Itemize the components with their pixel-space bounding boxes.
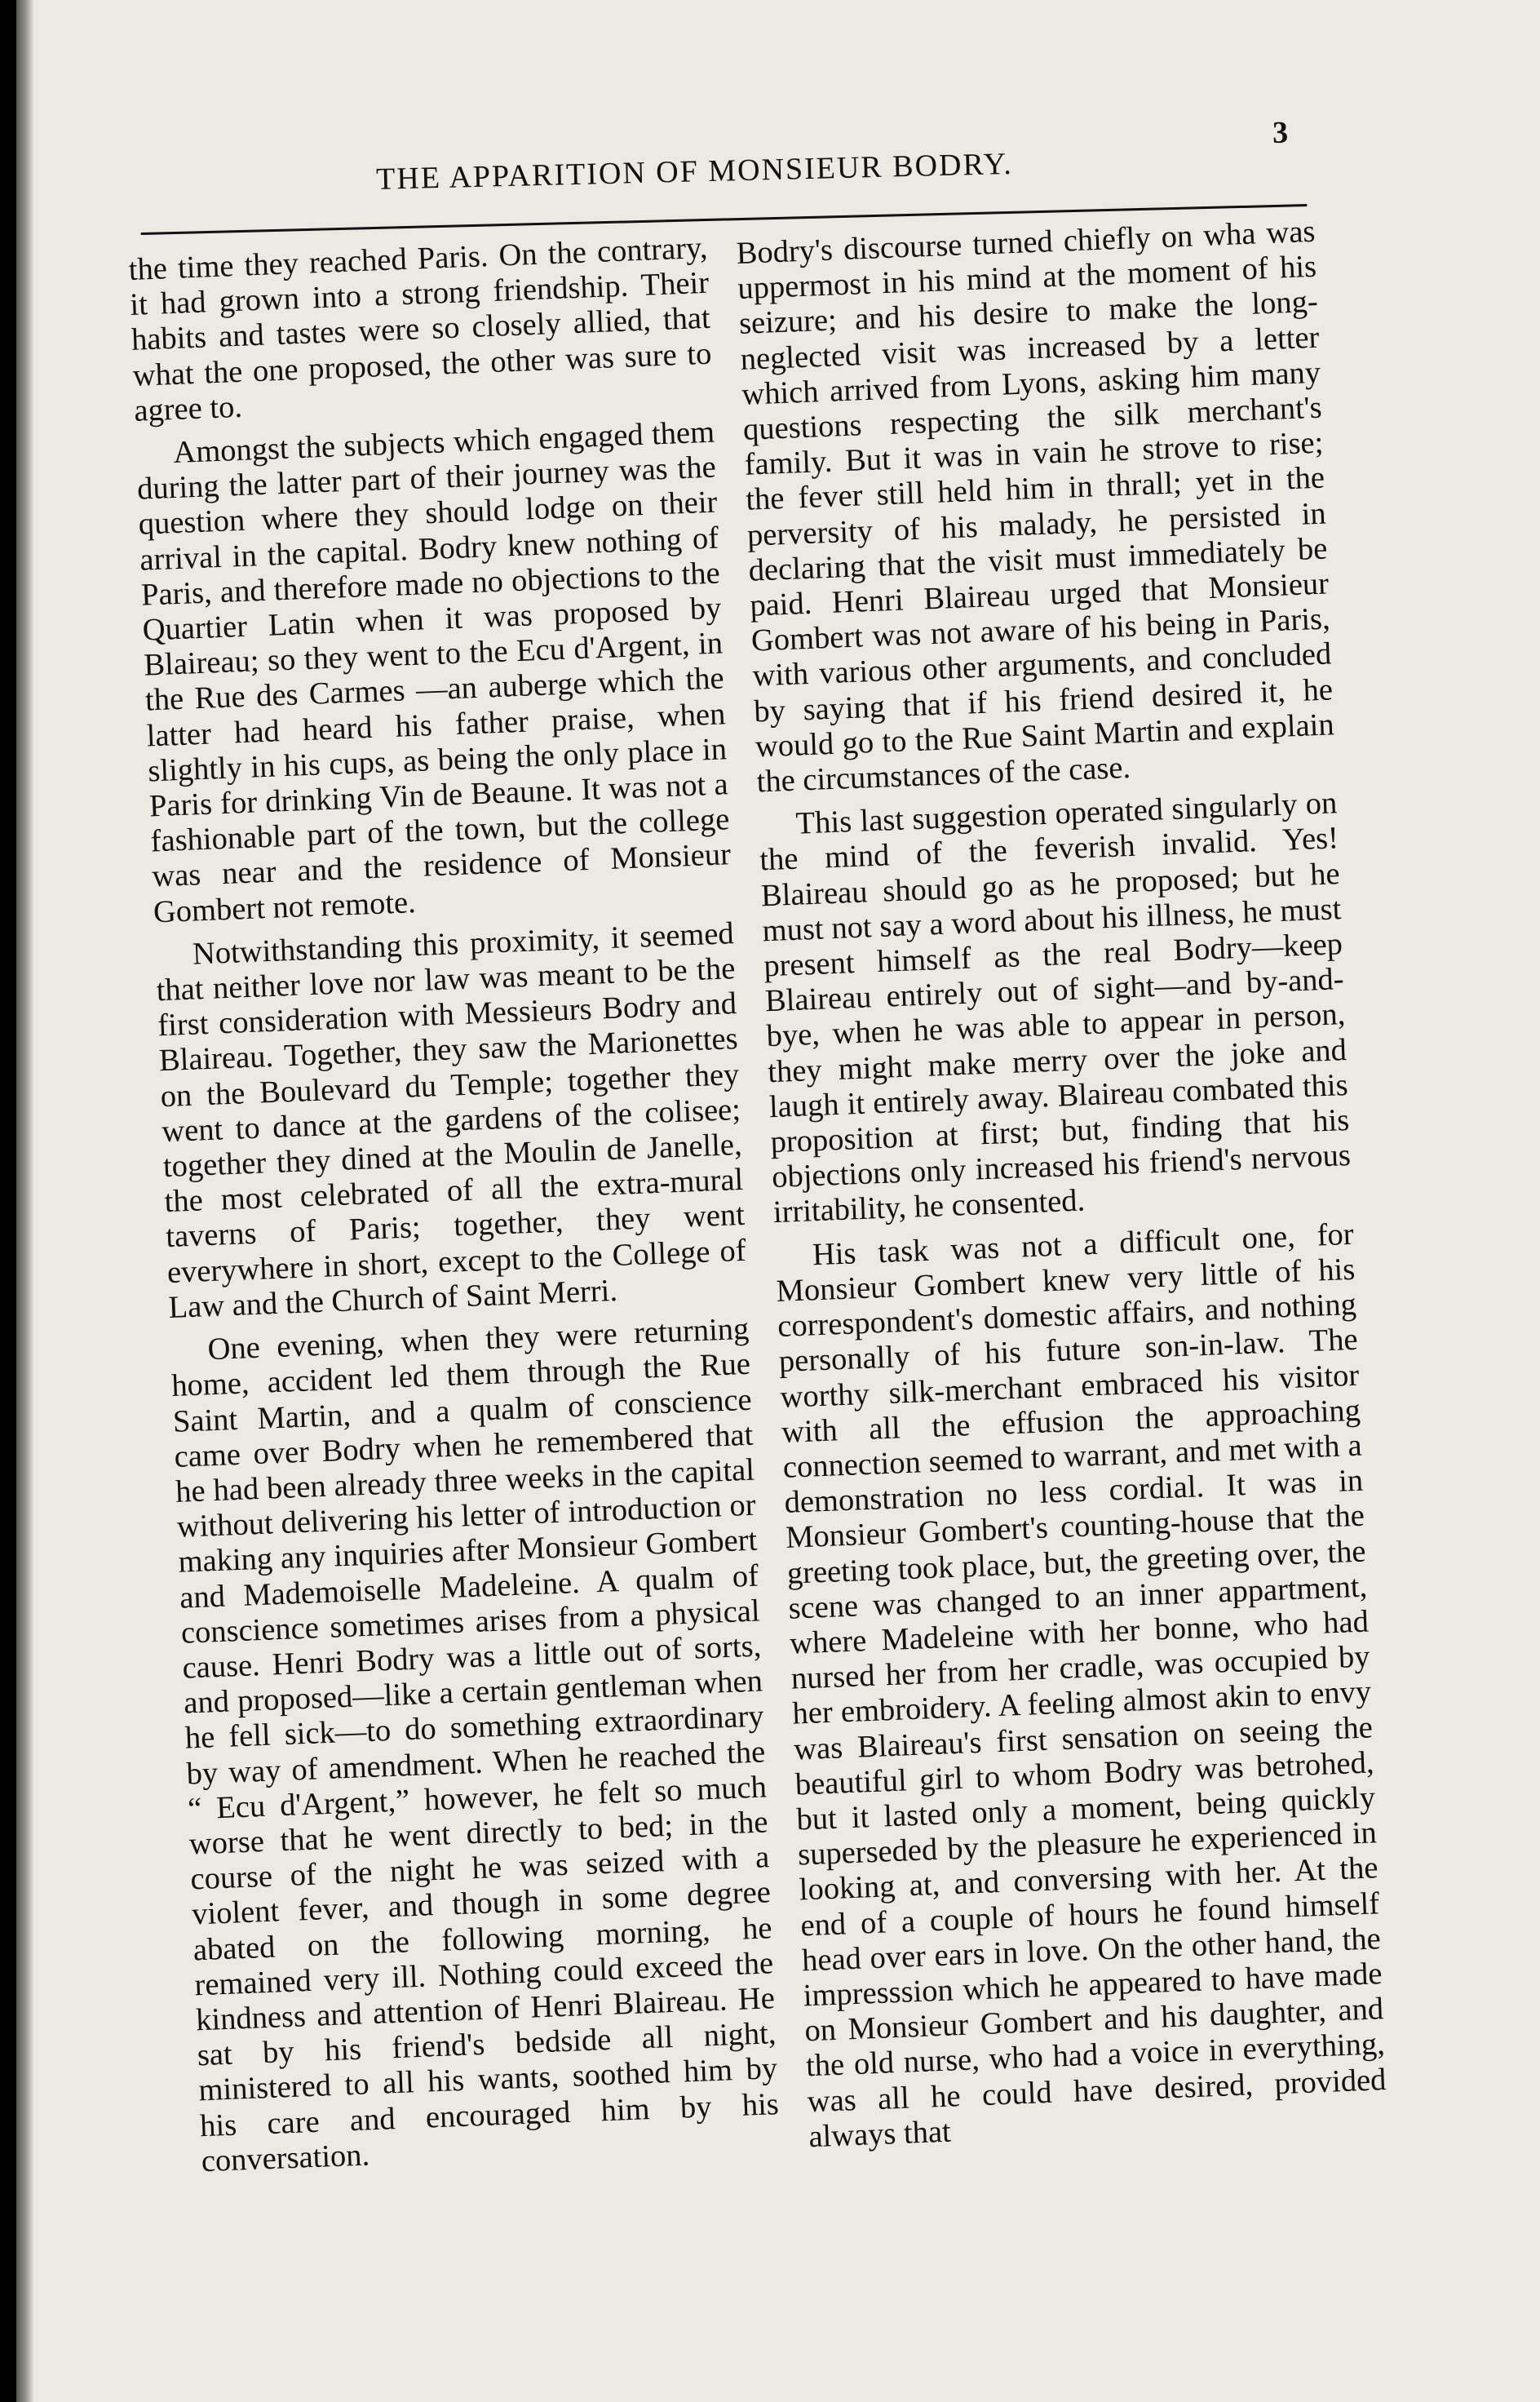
- paragraph: Bodry's discourse turned chiefly on wha was uppermost in his mind at the moment of his seizure; and his desire to make the long-neglected visit was increased by a letter which arrived from Lyons, asking him many questions respecting the silk merchant's family. But it was in vain he strove to rise; the fever still held him in thrall; yet in the perversity of his malady, he persisted in declaring that the visit must immediately be paid. Henri Blaireau urged that Monsieur Gombert was not aware of his being in Paris, with various other arguments, and concluded by saying that if his friend desired it, he would go to the Rue Saint Martin and explain the circumstances of the case.: [736, 214, 1335, 800]
- right-column: [736, 215, 1388, 2155]
- page-header: [139, 114, 1313, 197]
- left-column: [128, 231, 781, 2179]
- book-page: [16, 0, 1540, 2402]
- running-title: THE APPARITION OF MONSIEUR BODRY.: [375, 146, 1014, 197]
- paragraph: Notwithstanding this proximity, it seemed that neither love nor law was meant to be the first consideration with Messieurs Bodry and Blaireau. Together, they saw the Marionettes on the Boulevard du Temple; together they went to dance at the gardens of the colisee; together they dined at the Moulin de Janelle, the most celebrated of all the extra-mural taverns of Paris; together, they went everywhere in short, except to the College of Law and the Church of Saint Merri.: [155, 915, 747, 1325]
- paragraph: Amongst the subjects which engaged them during the latter part of their journey was the question where they should lodge on their arrival in the capital. Bodry knew nothing of Paris, and therefore made no objections to the Quartier Latin when it was proposed by Blaireau; so they went to the Ecu d'Argent, in the Rue des Carmes —an auberge which the latter had heard his father praise, when slightly in his cups, as being the only place in Paris for drinking Vin de Beaune. It was not a fashionable part of the town, but the college was near and the residence of Monsieur Gombert not remote.: [136, 414, 732, 930]
- paragraph: the time they reached Paris. On the contrary, it had grown into a strong friendship. Their habits and tastes were so closely allied, that what the one proposed, the other was sure to agree to.: [128, 230, 713, 428]
- page-number: 3: [1272, 115, 1289, 151]
- paragraph: This last suggestion operated singularly on the mind of the feverish invalid. Yes! Blaireau should go as he proposed; but he must not say a word about his illness, he must present himself as the real Bodry—keep Blaireau entirely out of sight—and by-and-bye, when he was able to appear in person, they might make merry over the joke and laugh it entirely away. Blaireau combated this proposition at first; but, finding that his objections only increased his friend's nervous irritability, he consented.: [759, 786, 1352, 1230]
- paragraph: His task was not a difficult one, for Monsieur Gombert knew very little of his correspondent's domestic affairs, and nothing personally of his future son-in-law. The worthy silk-merchant embraced his visitor with all the effusion the approaching connection seemed to warrant, and met with a demonstration no less cordial. It was in Monsieur Gombert's counting-house that the greeting took place, but, the greeting over, the scene was changed to an inner appartment, where Madeleine with her bonne, who had nursed her from her cradle, was occupied by her embroidery. A feeling almost akin to envy was Blaireau's first sensation on seeing the beautiful girl to whom Bodry was betrohed, but it lasted only a moment, being quickly superseded by the pleasure he experienced in looking at, and conversing with her. At the end of a couple of hours he found himself head over ears in love. On the other hand, the impresssion which he appeared to have made on Monsieur Gombert and his daughter, and the old nurse, who had a voice in everything, was all he could have desired, provided always that: [775, 1217, 1387, 2155]
- paragraph: One evening, when they were returning home, accident led them through the Rue Saint Martin, and a qualm of conscience came over Bodry when he remembered that he had been already three weeks in the capital without delivering his letter of introduction or making any inquiries after Monsieur Gombert and Mademoiselle Madeleine. A qualm of conscience sometimes arises from a physical cause. Henri Bodry was a little out of sorts, and proposed—like a certain gentleman when he fell sick—to do something extraordinary by way of amendment. When he reached the “ Ecu d'Argent,” however, he felt so much worse that he went directly to bed; in the course of the night he was seized with a violent fever, and though in some degree abated on the following morning, he remained very ill. Nothing could exceed the kindness and attention of Henri Blaireau. He sat by his friend's bedside all night, ministered to all his wants, soothed him by his care and encouraged him by his conversation.: [170, 1311, 780, 2179]
- spine-shadow: [16, 0, 34, 2402]
